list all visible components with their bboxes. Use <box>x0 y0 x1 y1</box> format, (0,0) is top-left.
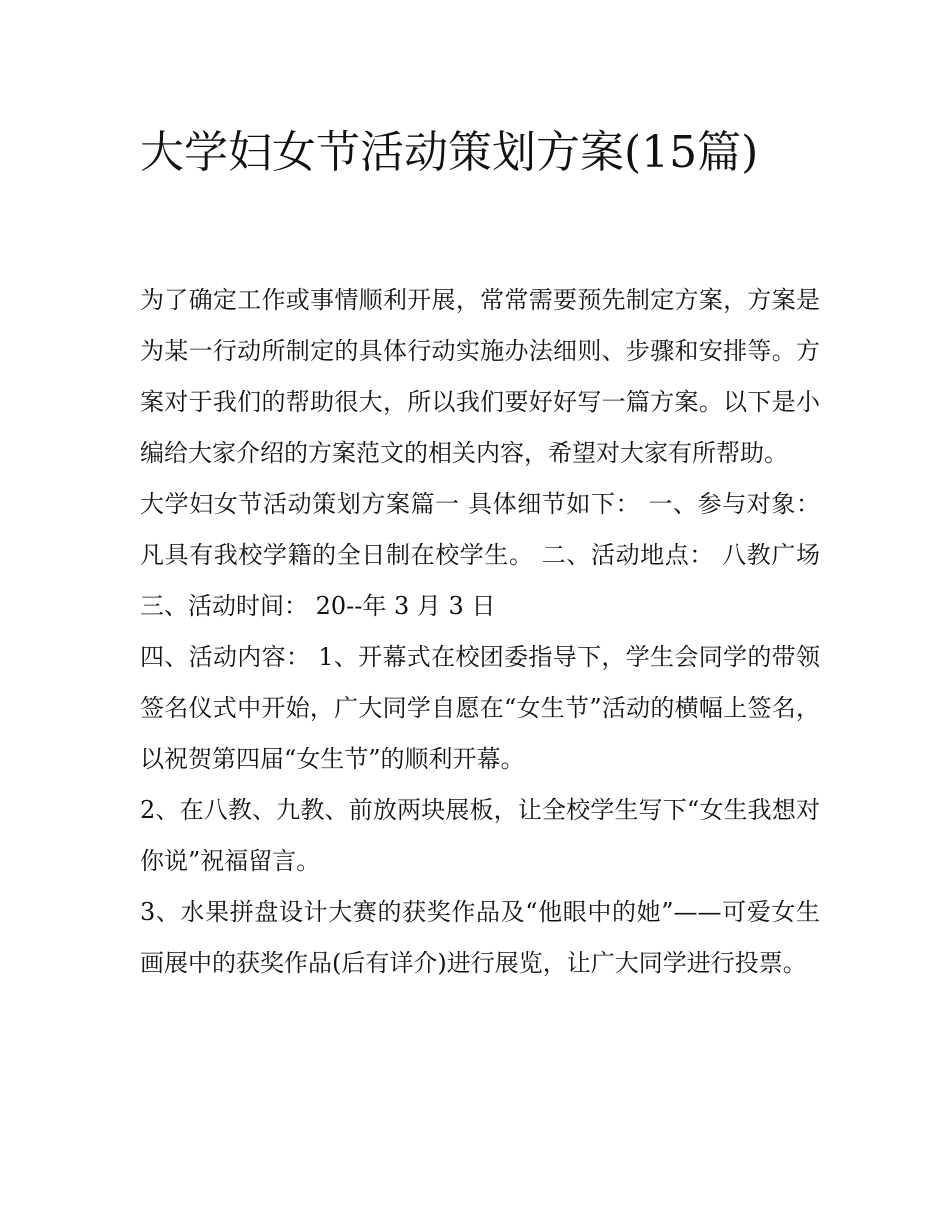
document-body <box>140 275 820 989</box>
document-title: 大学妇女节活动策划方案(15篇) <box>140 127 759 178</box>
paragraph-activity-content: 四、活动内容： 1、开幕式在校团委指导下，学生会同学的带领签名仪式中开始，广大同学自愿在“女生节”活动的横幅上签名，以祝贺第四届“女生节”的顺利开幕。 <box>140 643 820 773</box>
paragraph-fruit-platter-contest: 3、水果拼盘设计大赛的获奖作品及“他眼中的她”——可爱女生画展中的获奖作品(后有详介)进行展览，让广大同学进行投票。 <box>140 898 820 977</box>
paragraph-display-boards: 2、在八教、九教、前放两块展板，让全校学生写下“女生我想对你说”祝福留言。 <box>140 796 820 875</box>
paragraph-plan-one-details: 大学妇女节活动策划方案篇一 具体细节如下： 一、参与对象： 凡具有我校学籍的全日制在校学生。 二、活动地点： 八教广场 三、活动时间： 20--年 3 月 3 日 <box>140 490 820 620</box>
paragraph-intro: 为了确定工作或事情顺利开展，常常需要预先制定方案，方案是为某一行动所制定的具体行动实施办法细则、步骤和安排等。方案对于我们的帮助很大，所以我们要好好写一篇方案。以下是小编给大家介绍的方案范文的相关内容，希望对大家有所帮助。 <box>140 286 820 467</box>
